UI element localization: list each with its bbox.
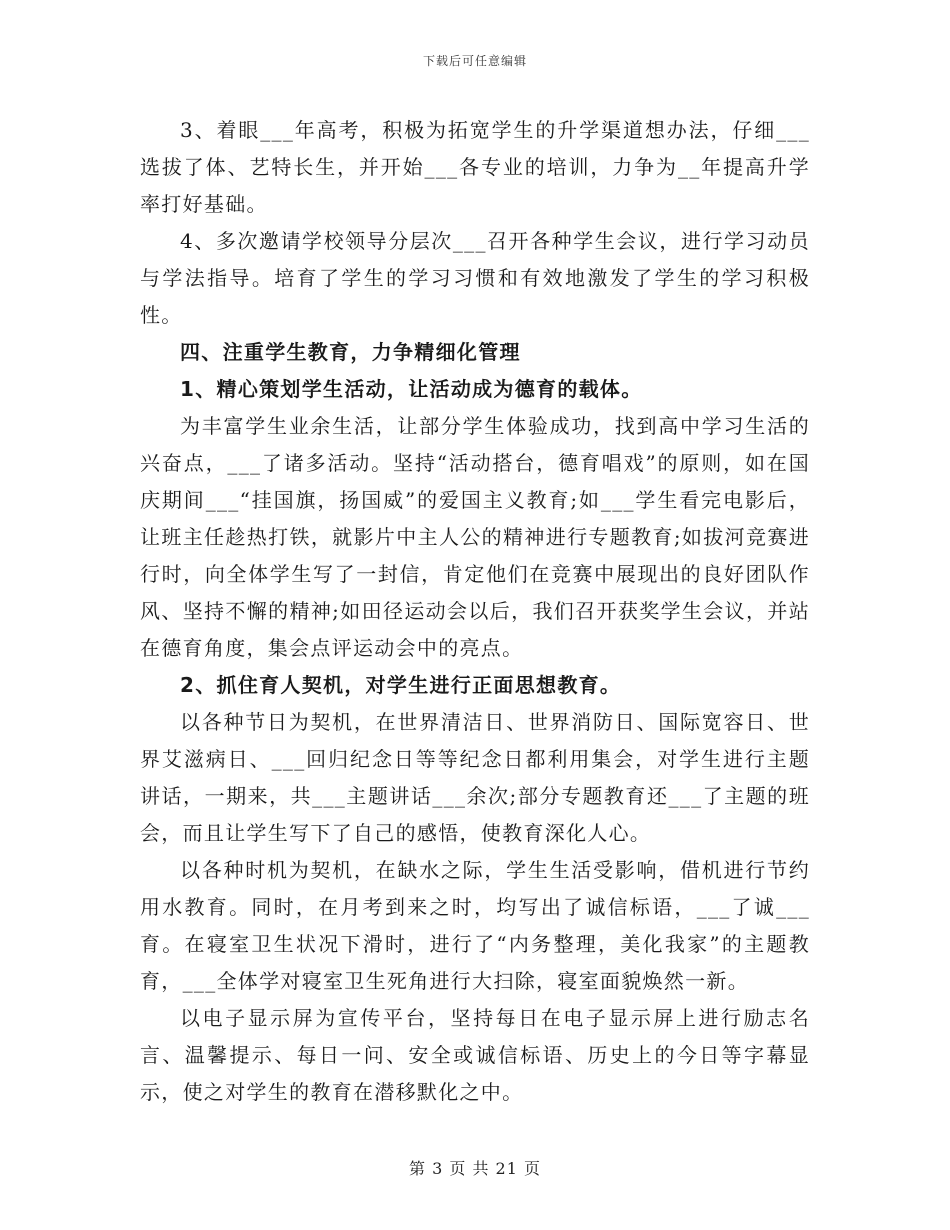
page-header: 下载后可任意编辑 (422, 54, 527, 68)
section-heading: 四、注重学生教育，力争精细化管理 (180, 340, 521, 364)
paragraph-activities: 为丰富学生业余生活，让部分学生体验成功，找到高中学习生活的兴奋点，___了诸多活动。坚持“活动搭台，德育唱戏”的原则，如在国庆期间___“挂国旗，扬国威”的爱国主义教育;如___学生看完电影后，让班主任趁热打铁，就影片中主人公的精神进行专题教育;如拔河竞赛进行时，向全体学生写了一封信，肯定他们在竞赛中展现出的良好团队作风、坚持不懈的精神;如田径运动会以后，我们召开获奖学生会议，并站在德育角度，集会点评运动会中的亮点。 (140, 414, 810, 660)
paragraph-item-4: 4、多次邀请学校领导分层次___召开各种学生会议，进行学习动员与学法指导。培育了学生的学习习惯和有效地激发了学生的学习积极性。 (140, 229, 810, 327)
paragraph-occasions: 以各种时机为契机，在缺水之际，学生生活受影响，借机进行节约用水教育。同时，在月考到来之时，均写出了诚信标语，___了诚___育。在寝室卫生状况下滑时，进行了“内务整理，美化我家”的主题教育，___全体学对寝室卫生死角进行大扫除，寝室面貌焕然一新。 (140, 858, 810, 993)
paragraph-holidays: 以各种节日为契机，在世界清洁日、世界消防日、国际宽容日、世界艾滋病日、___回归纪念日等等纪念日都利用集会，对学生进行主题讲话，一期来，共___主题讲话___余次;部分专题教育还___了主题的班会，而且让学生写下了自己的感悟，使教育深化人心。 (140, 710, 810, 845)
document-body (140, 112, 810, 1111)
page-footer: 第 3 页 共 21 页 (409, 1159, 541, 1178)
subsection-heading-1: 1、精心策划学生活动，让活动成为德育的载体。 (180, 377, 643, 401)
subsection-heading-2: 2、抓住育人契机，对学生进行正面思想教育。 (180, 673, 622, 697)
paragraph-display-screen: 以电子显示屏为宣传平台，坚持每日在电子显示屏上进行励志名言、温馨提示、每日一问、安全或诚信标语、历史上的今日等字幕显示，使之对学生的教育在潜移默化之中。 (140, 1006, 810, 1104)
paragraph-item-3: 3、着眼___年高考，积极为拓宽学生的升学渠道想办法，仔细___选拔了体、艺特长生，并开始___各专业的培训，力争为__年提高升学率打好基础。 (140, 118, 810, 216)
